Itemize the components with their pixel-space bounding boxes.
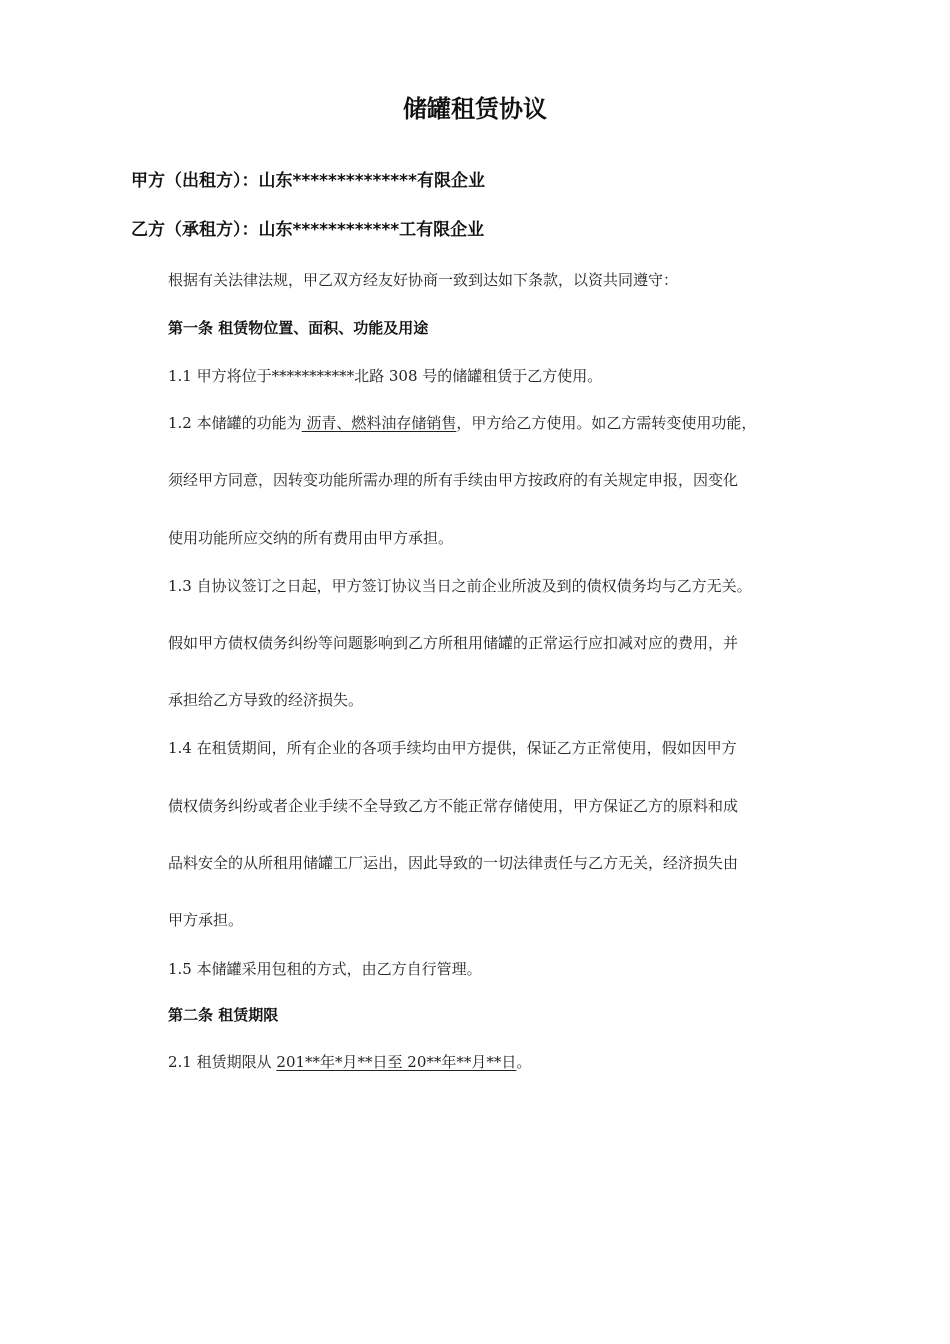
clause-2-1-suffix: 。 [516, 1053, 532, 1071]
clause-1-2-suffix: ，甲方给乙方使用。如乙方需转变使用功能， [456, 414, 757, 432]
clause-1-4-line-3: 品料安全的从所租用储罐工厂运出，因此导致的一切法律责任与乙方无关，经济损失由 [168, 854, 739, 872]
clause-1-3-line-2: 假如甲方债权债务纠纷等问题影响到乙方所租用储罐的正常运行应扣减对应的费用，并 [168, 634, 739, 652]
clause-1-2-line-3: 使用功能所应交纳的所有费用由甲方承担。 [168, 529, 454, 547]
article-1-heading: 第一条 租赁物位置、面积、功能及用途 [168, 319, 429, 337]
document-title: 储罐租赁协议 [403, 95, 547, 123]
party-a-line: 甲方（出租方）：山东**************有限企业 [131, 171, 485, 191]
clause-1-4-line-2: 债权债务纠纷或者企业手续不全导致乙方不能正常存储使用，甲方保证乙方的原料和成 [168, 797, 739, 815]
clause-1-2-function: 沥青、燃料油存储销售 [301, 414, 457, 432]
clause-2-1-prefix: 2.1 租赁期限从 [168, 1053, 277, 1071]
clause-1-3-line-3: 承担给乙方导致的经济损失。 [168, 691, 364, 709]
clause-1-4-line-4: 甲方承担。 [168, 911, 244, 929]
clause-2-1 [168, 1052, 531, 1072]
clause-1-4-line-1: 1.4 在租赁期间，所有企业的各项手续均由甲方提供，保证乙方正常使用，假如因甲方 [168, 739, 737, 757]
clause-1-1: 1.1 甲方将位于***********北路 308 号的储罐租赁于乙方使用。 [168, 367, 603, 385]
clause-1-5: 1.5 本储罐采用包租的方式，由乙方自行管理。 [168, 960, 482, 978]
article-2-heading: 第二条 租赁期限 [168, 1006, 279, 1024]
party-b-line: 乙方（承租方）：山东************工有限企业 [131, 220, 485, 240]
clause-1-2-prefix: 1.2 本储罐的功能为 [168, 414, 302, 432]
clause-2-1-period: 201**年*月**日至 20**年**月**日 [276, 1053, 517, 1071]
preamble: 根据有关法律法规，甲乙双方经友好协商一致到达如下条款，以资共同遵守： [168, 271, 679, 289]
clause-1-2-line-2: 须经甲方同意，因转变功能所需办理的所有手续由甲方按政府的有关规定申报，因变化 [168, 471, 739, 489]
clause-1-2-line-1 [168, 413, 756, 433]
clause-1-3-line-1: 1.3 自协议签订之日起，甲方签订协议当日之前企业所波及到的债权债务均与乙方无关。 [168, 577, 752, 595]
